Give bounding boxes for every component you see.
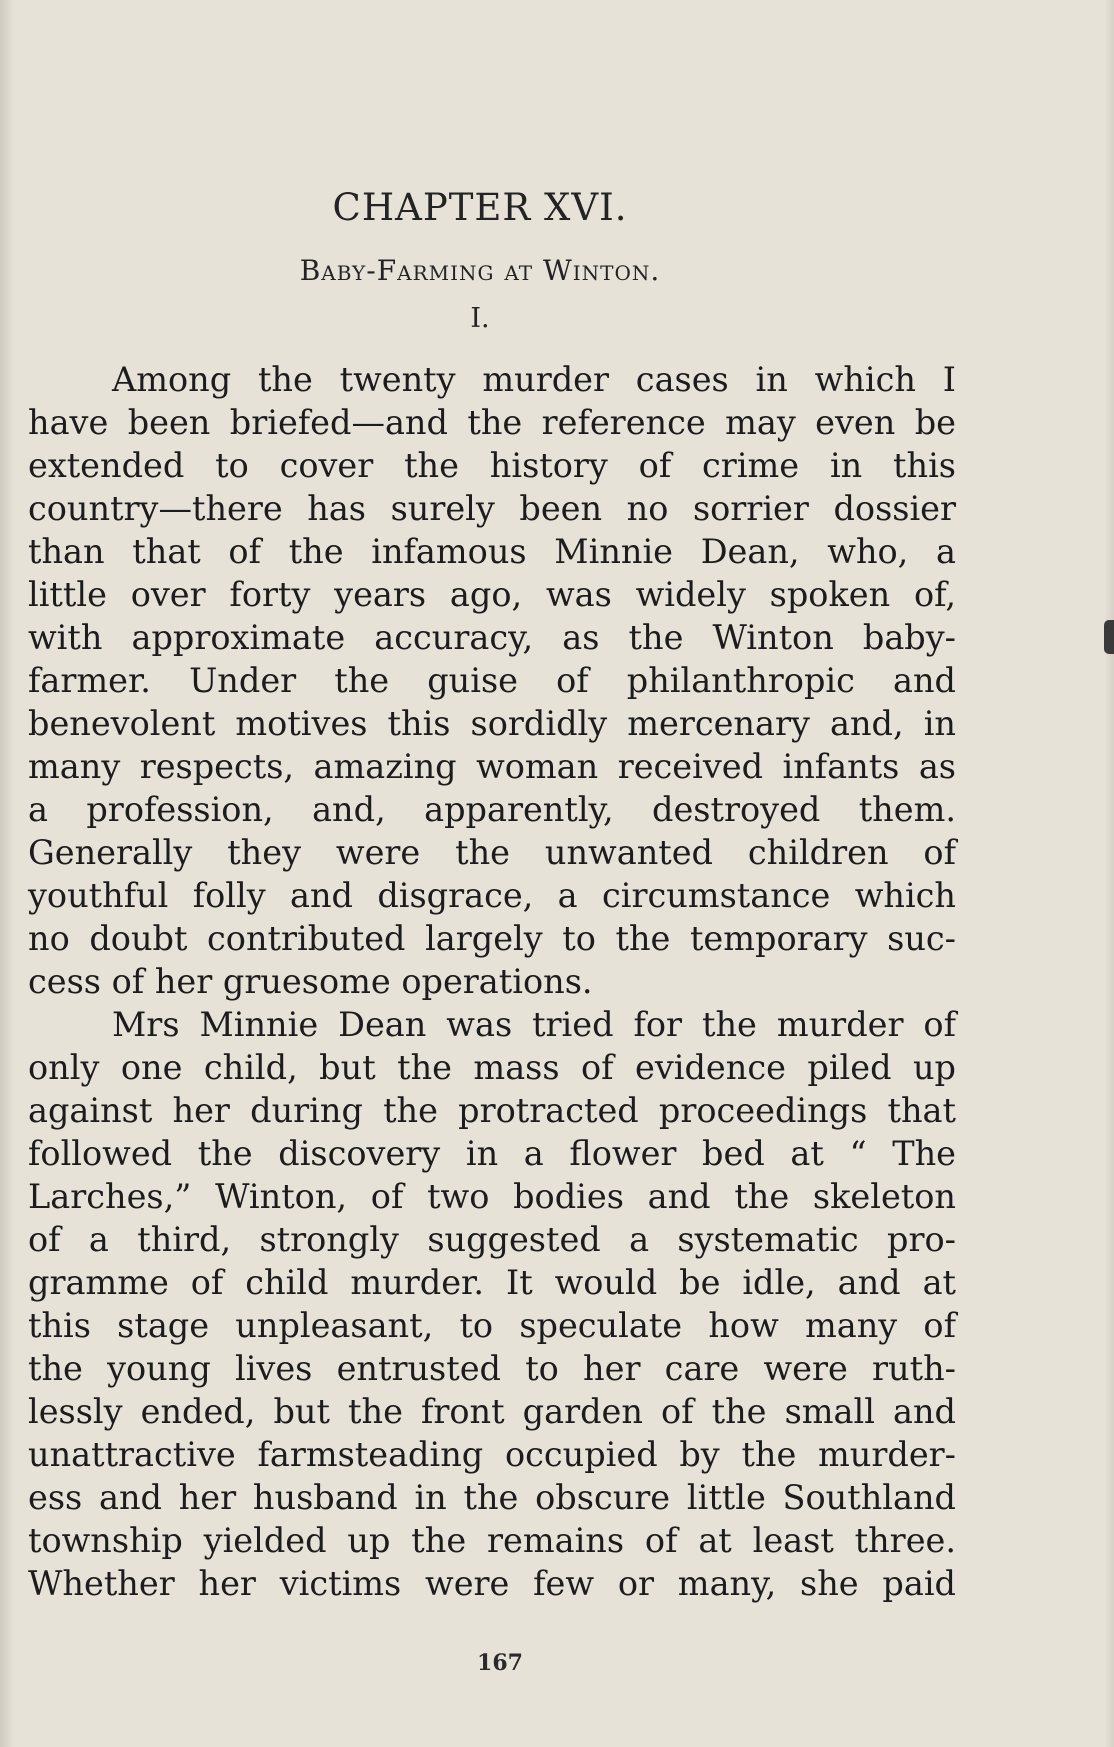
ink-blot xyxy=(1104,620,1114,654)
text-line: unattractive farmsteading occupied by the murder- xyxy=(28,1435,956,1474)
chapter-subtitle: Baby-Farming at Winton. xyxy=(299,254,661,287)
page-edge-right xyxy=(1104,0,1114,1747)
text-line: against her during the protracted proceedings that xyxy=(28,1091,956,1130)
text-line: Generally they were the unwanted children of xyxy=(28,833,956,872)
section-number: I. xyxy=(470,303,490,334)
text-line: farmer. Under the guise of philanthropic and xyxy=(28,661,956,700)
text-line: no doubt contributed largely to the temporary suc- xyxy=(28,919,956,958)
text-line: country—there has surely been no sorrier dossier xyxy=(28,489,956,528)
text-line: have been briefed—and the reference may even be xyxy=(28,403,956,442)
text-line: extended to cover the history of crime in this xyxy=(28,446,956,485)
text-line: youthful folly and disgrace, a circumstance which xyxy=(28,876,956,915)
text-line: than that of the infamous Minnie Dean, who, a xyxy=(28,532,956,571)
text-line: gramme of child murder. It would be idle, and at xyxy=(28,1263,956,1302)
text-line: little over forty years ago, was widely spoken of, xyxy=(28,575,956,614)
text-line: only one child, but the mass of evidence piled up xyxy=(28,1048,956,1087)
text-line: a profession, and, apparently, destroyed them. xyxy=(28,790,956,829)
text-line: Larches,” Winton, of two bodies and the skeleton xyxy=(28,1177,956,1216)
text-line: lessly ended, but the front garden of the small and xyxy=(28,1392,956,1431)
chapter-title: CHAPTER XVI. xyxy=(332,186,628,229)
text-line: Whether her victims were few or many, she paid xyxy=(28,1564,956,1603)
text-line: cess of her gruesome operations. xyxy=(28,962,593,1001)
text-line: township yielded up the remains of at least three. xyxy=(28,1521,956,1560)
text-line: followed the discovery in a flower bed at “ The xyxy=(28,1134,956,1173)
text-line: this stage unpleasant, to speculate how many of xyxy=(28,1306,956,1345)
text-line: with approximate accuracy, as the Winton baby- xyxy=(28,618,956,657)
text-line: ess and her husband in the obscure little Southland xyxy=(28,1478,956,1517)
text-line: Mrs Minnie Dean was tried for the murder of xyxy=(112,1005,956,1044)
text-line: the young lives entrusted to her care were ruth- xyxy=(28,1349,956,1388)
body-text xyxy=(28,358,956,1605)
text-line: benevolent motives this sordidly mercenary and, in xyxy=(28,704,956,743)
text-line: many respects, amazing woman received infants as xyxy=(28,747,956,786)
page-number: 167 xyxy=(477,1650,523,1676)
text-line: of a third, strongly suggested a systematic pro- xyxy=(28,1220,956,1259)
text-line: Among the twenty murder cases in which I xyxy=(112,360,956,399)
